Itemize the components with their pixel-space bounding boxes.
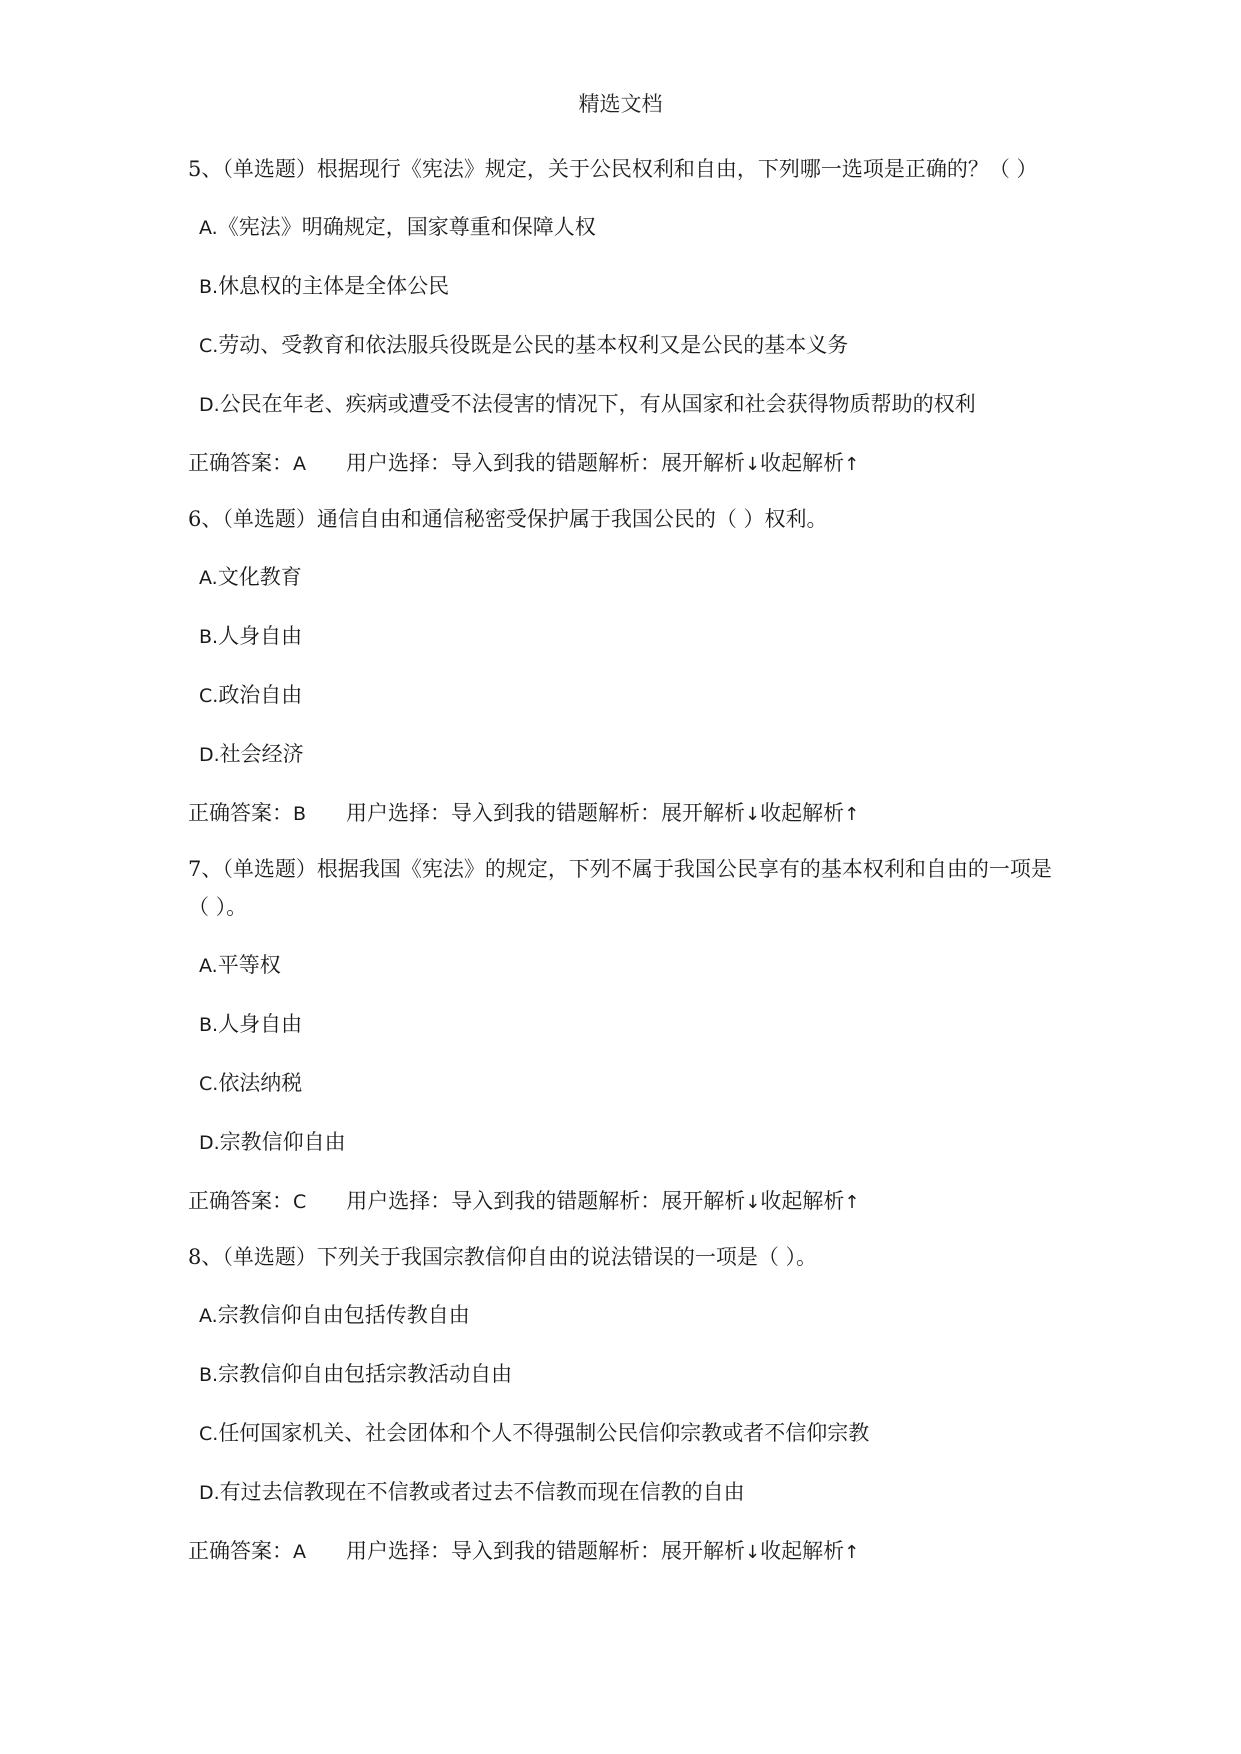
answer-row xyxy=(188,1532,1068,1572)
page-header-title: 精选文档 xyxy=(578,92,663,116)
option-c[interactable] xyxy=(199,1064,1068,1103)
option-letter: A. xyxy=(199,567,218,589)
question-8 xyxy=(188,1238,1068,1572)
option-letter: B. xyxy=(199,276,219,298)
collapse-analysis-link[interactable]: 收起解析 xyxy=(760,1189,845,1213)
question-stem: 5、（单选题）根据现行《宪法》规定，关于公民权利和自由，下列哪一选项是正确的？（ ） xyxy=(188,157,1038,181)
option-text: 人身自由 xyxy=(218,1012,303,1036)
user-choice-link[interactable]: 用户选择：导入到我的错题 xyxy=(346,1189,599,1213)
expand-analysis-link[interactable]: 解析：展开解析 xyxy=(598,451,745,475)
answer-label: 正确答案： xyxy=(188,1539,293,1563)
expand-analysis-link[interactable]: 解析：展开解析 xyxy=(598,1189,746,1213)
arrow-up-icon: ↑ xyxy=(844,1542,860,1563)
user-choice-link[interactable]: 用户选择：导入到我的错题 xyxy=(346,801,599,825)
answer-label: 正确答案： xyxy=(188,801,293,825)
option-letter: B. xyxy=(199,1014,219,1036)
arrow-up-icon: ↑ xyxy=(844,454,860,475)
user-choice-link[interactable]: 用户选择：导入到我的错题 xyxy=(346,451,598,475)
question-6 xyxy=(188,500,1068,834)
option-letter: D. xyxy=(199,1132,220,1154)
option-a[interactable] xyxy=(199,1296,1068,1335)
answer-label: 正确答案： xyxy=(188,451,293,475)
option-letter: A. xyxy=(199,1305,218,1327)
user-choice-link[interactable]: 用户选择：导入到我的错题 xyxy=(346,1539,598,1563)
correct-answer: A xyxy=(293,1541,306,1563)
option-text: 有过去信教现在不信教或者过去不信教而现在信教的自由 xyxy=(219,1480,745,1504)
option-letter: A. xyxy=(199,955,218,977)
option-letter: D. xyxy=(199,744,220,766)
option-a[interactable] xyxy=(199,208,1068,247)
option-letter: B. xyxy=(199,1364,219,1386)
option-d[interactable] xyxy=(199,735,1068,774)
option-letter: D. xyxy=(199,1482,220,1504)
option-d[interactable] xyxy=(199,1473,1068,1512)
correct-answer: B xyxy=(293,803,307,825)
option-text: 劳动、受教育和依法服兵役既是公民的基本权利又是公民的基本义务 xyxy=(218,333,849,357)
option-text: 宗教信仰自由 xyxy=(219,1130,346,1154)
collapse-analysis-link[interactable]: 收起解析 xyxy=(760,451,845,475)
option-a[interactable] xyxy=(199,558,1068,597)
arrow-down-icon: ↓ xyxy=(745,1192,761,1213)
arrow-down-icon: ↓ xyxy=(745,804,761,825)
question-5 xyxy=(188,150,1068,484)
arrow-down-icon: ↓ xyxy=(745,454,761,475)
option-letter: D. xyxy=(199,394,220,416)
option-d[interactable] xyxy=(199,385,1068,424)
arrow-up-icon: ↑ xyxy=(844,804,860,825)
option-text: 依法纳税 xyxy=(218,1071,303,1095)
option-b[interactable] xyxy=(199,617,1068,656)
correct-answer: A xyxy=(293,453,306,475)
question-list xyxy=(188,150,1068,1588)
expand-analysis-link[interactable]: 解析：展开解析 xyxy=(598,1539,745,1563)
option-text: 文化教育 xyxy=(217,565,302,589)
option-c[interactable] xyxy=(199,1414,1068,1453)
correct-answer: C xyxy=(293,1191,307,1213)
collapse-analysis-link[interactable]: 收起解析 xyxy=(760,801,845,825)
option-b[interactable] xyxy=(199,1005,1068,1044)
option-c[interactable] xyxy=(199,676,1068,715)
option-letter: C. xyxy=(199,685,219,707)
answer-label: 正确答案： xyxy=(188,1189,293,1213)
collapse-analysis-link[interactable]: 收起解析 xyxy=(760,1539,845,1563)
option-c[interactable] xyxy=(199,326,1068,365)
option-b[interactable] xyxy=(199,1355,1068,1394)
expand-analysis-link[interactable]: 解析：展开解析 xyxy=(598,801,746,825)
question-stem: 7、（单选题）根据我国《宪法》的规定，下列不属于我国公民享有的基本权利和自由的一项是（ ）。 xyxy=(188,857,1052,919)
option-letter: C. xyxy=(199,1423,219,1445)
option-text: 政治自由 xyxy=(218,683,303,707)
option-text: 宗教信仰自由包括宗教活动自由 xyxy=(218,1362,513,1386)
option-text: 宗教信仰自由包括传教自由 xyxy=(217,1303,470,1327)
option-text: 平等权 xyxy=(217,953,281,977)
option-letter: C. xyxy=(199,335,219,357)
arrow-up-icon: ↑ xyxy=(844,1192,860,1213)
question-stem: 6、（单选题）通信自由和通信秘密受保护属于我国公民的（ ）权利。 xyxy=(188,507,828,531)
option-letter: A. xyxy=(199,217,218,239)
option-text: 休息权的主体是全体公民 xyxy=(218,274,450,298)
option-text: 任何国家机关、社会团体和个人不得强制公民信仰宗教或者不信仰宗教 xyxy=(218,1421,870,1445)
option-b[interactable] xyxy=(199,267,1068,306)
arrow-down-icon: ↓ xyxy=(745,1542,761,1563)
option-text: 人身自由 xyxy=(218,624,303,648)
question-7 xyxy=(188,850,1068,1222)
option-letter: B. xyxy=(199,626,219,648)
answer-row xyxy=(188,444,1068,484)
option-d[interactable] xyxy=(199,1123,1068,1162)
option-a[interactable] xyxy=(199,946,1068,985)
option-text: 《宪法》明确规定，国家尊重和保障人权 xyxy=(217,215,596,239)
option-text: 公民在年老、疾病或遭受不法侵害的情况下，有从国家和社会获得物质帮助的权利 xyxy=(219,392,976,416)
option-letter: C. xyxy=(199,1073,219,1095)
answer-row xyxy=(188,794,1068,834)
question-stem: 8、（单选题）下列关于我国宗教信仰自由的说法错误的一项是（ ）。 xyxy=(188,1245,818,1269)
option-text: 社会经济 xyxy=(219,742,304,766)
answer-row xyxy=(188,1182,1068,1222)
